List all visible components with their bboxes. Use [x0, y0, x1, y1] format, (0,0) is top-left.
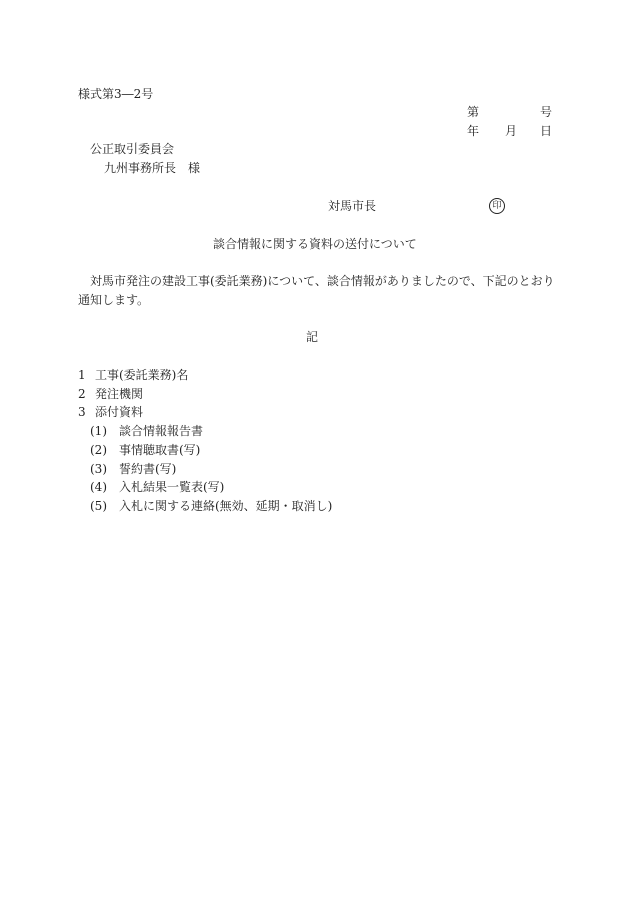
doc-number-label: 第 [467, 105, 480, 119]
item-text: 工事(委託業務)名 [95, 368, 189, 382]
date-day: 日 [540, 124, 553, 138]
attachment-text: 談合情報報告書 [119, 424, 204, 438]
attachment-number: (5) [90, 499, 107, 513]
item-number: 3 [78, 405, 86, 419]
body-line-2: 通知します。 [78, 293, 150, 307]
body-line-1: 対馬市発注の建設工事(委託業務)について、談合情報がありましたので、下記のとおり [90, 274, 555, 288]
date-month: 月 [505, 124, 518, 138]
attachment-text: 誓約書(写) [119, 462, 177, 476]
attachment-number: (1) [90, 424, 107, 438]
date-year: 年 [467, 124, 480, 138]
recipient-line1: 公正取引委員会 [90, 142, 175, 156]
item-text: 添付資料 [95, 405, 144, 419]
recipient-line2: 九州事務所長 様 [104, 161, 201, 175]
seal-mark: 印 [489, 198, 505, 214]
item-number: 2 [78, 387, 86, 401]
attachment-text: 入札に関する連絡(無効、延期・取消し) [119, 499, 333, 513]
attachment-number: (2) [90, 443, 107, 457]
attachment-number: (3) [90, 462, 107, 476]
item-text: 発注機関 [95, 387, 144, 401]
attachment-text: 事情聴取書(写) [119, 443, 201, 457]
attachment-number: (4) [90, 480, 107, 494]
form-number: 様式第3―2号 [78, 87, 154, 101]
doc-number-suffix: 号 [540, 105, 553, 119]
attachment-text: 入札結果一覧表(写) [119, 480, 225, 494]
sender-name: 対馬市長 [328, 199, 377, 213]
ki-heading: 記 [306, 330, 319, 344]
document-title: 談合情報に関する資料の送付について [213, 237, 417, 251]
item-number: 1 [78, 368, 86, 382]
